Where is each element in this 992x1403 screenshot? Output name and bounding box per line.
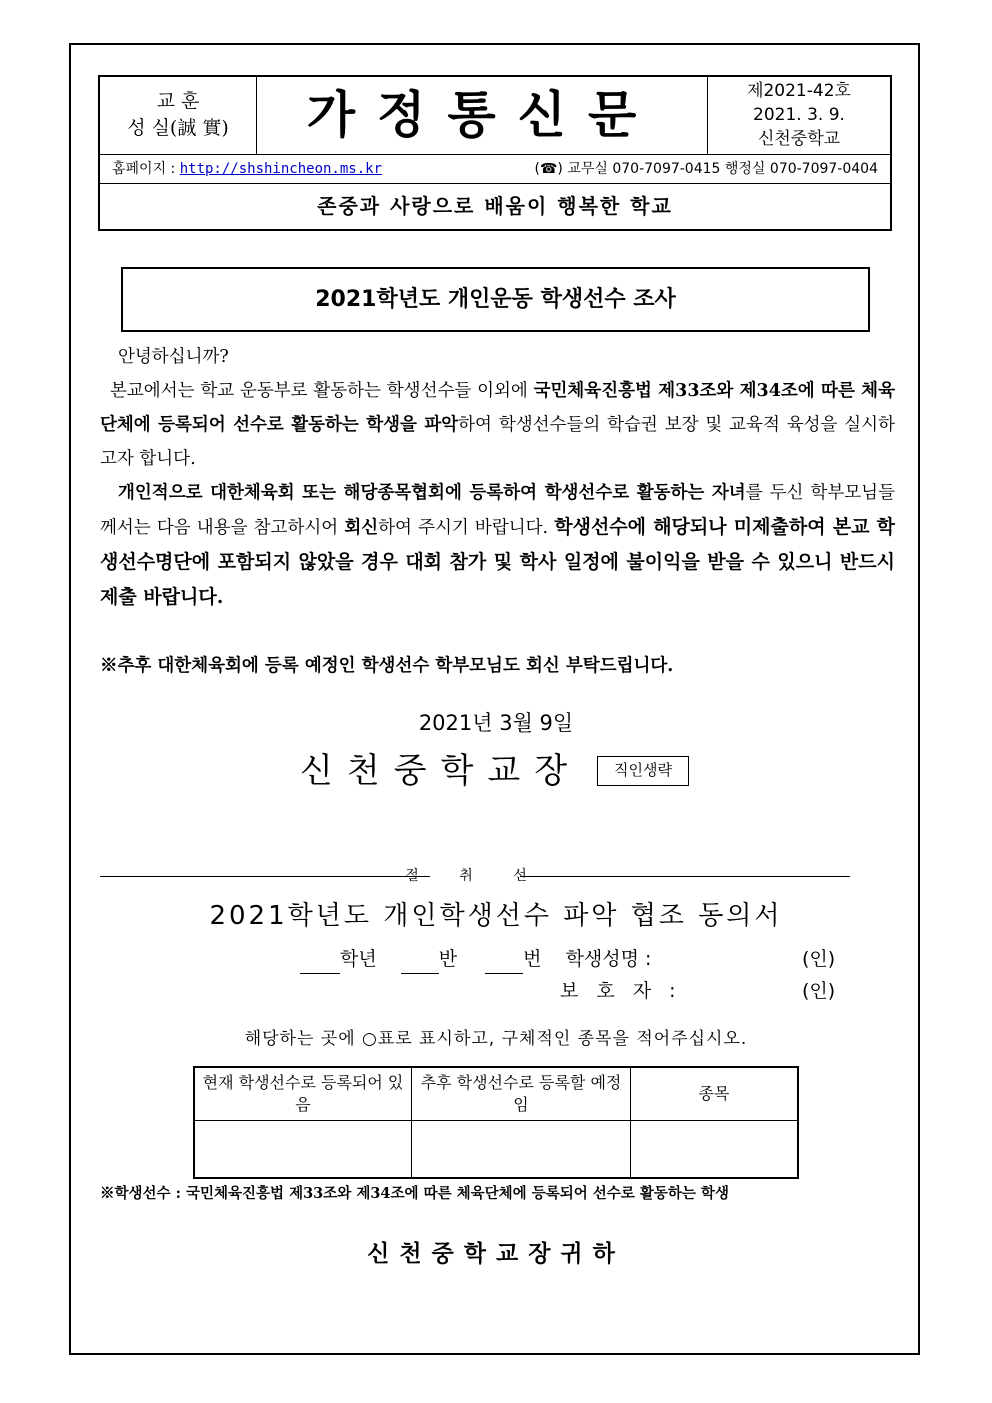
- cut-line-label: 절 취 선: [405, 868, 545, 884]
- header-top-row: [100, 77, 890, 155]
- school-slogan: 존중과 사랑으로 배움이 행복한 학교: [317, 194, 673, 218]
- guardian-seal: (인): [802, 980, 836, 1002]
- notice-note: ※추후 대한체육회에 등록 예정인 학생선수 학부모님도 회신 부탁드립니다.: [100, 656, 674, 676]
- p2-text-d: 하여 주시기 바랍니다.: [378, 518, 555, 538]
- grade-blank[interactable]: [300, 951, 340, 974]
- number-label: 번: [523, 948, 542, 970]
- grade-label: 학년: [340, 948, 377, 970]
- phone-numbers: (☎) 교무실 070-7097-0415 행정실 070-7097-0404: [534, 161, 878, 177]
- p1-text-c: 하여 학생선수들의 학습권 보장 및 교육적 육성을 실시하고자 합니다.: [100, 415, 895, 469]
- newsletter-header: [98, 75, 892, 231]
- col-planned-registration: 추후 학생선수로 등록할 예정임: [412, 1067, 631, 1121]
- number-blank[interactable]: [485, 951, 523, 974]
- notice-date: 2021년 3월 9일: [418, 711, 574, 735]
- class-blank[interactable]: [401, 951, 439, 974]
- p2-reply: 회신: [344, 518, 379, 538]
- notice-body: [100, 340, 895, 683]
- homepage-link[interactable]: http://shshincheon.ms.kr: [179, 161, 383, 177]
- principal-signature: 신천중학교장: [300, 751, 582, 791]
- cell-planned-registration[interactable]: [412, 1121, 631, 1179]
- paragraph-2: [100, 476, 895, 615]
- p2-text-bold: 개인적으로 대한체육회 또는 해당종목협회에 등록하여 학생선수로 활동하는 자녀: [118, 483, 746, 503]
- p1-text-a: 본교에서는 학교 운동부로 활동하는 학생선수들 이외에: [110, 381, 534, 401]
- issue-number: 제2021-42호: [747, 81, 851, 101]
- student-name-label: 학생성명 :: [565, 948, 652, 970]
- cut-line: [100, 864, 850, 888]
- student-info-row: [300, 944, 651, 974]
- col-sport: 종목: [631, 1067, 799, 1121]
- motto-text: 성 실(誠 實): [127, 117, 229, 139]
- motto-label: 교 훈: [156, 90, 200, 112]
- consent-title: 2021학년도 개인학생선수 파악 협조 동의서: [209, 901, 783, 931]
- table-row: [194, 1121, 798, 1179]
- p2-warning: 학생선수에 해당되나 미제출하여 본교 학생선수명단에 포함되지 않았을 경우 대회 참가 및 학사 일정에 불이익을 받을 수 있으니 반드시 제출 바랍니다.: [100, 516, 895, 608]
- registration-table: [193, 1066, 799, 1179]
- notice-title: 2021학년도 개인운동 학생선수 조사: [121, 267, 870, 332]
- cell-current-registered[interactable]: [194, 1121, 412, 1179]
- student-athlete-footnote: ※학생선수 : 국민체육진흥법 제33조와 제34조에 따른 체육단체에 등록되어 선수로 활동하는 학생: [100, 1185, 729, 1202]
- cell-sport[interactable]: [631, 1121, 799, 1179]
- homepage: [112, 155, 382, 183]
- seal-omitted-box: 직인생략: [597, 756, 689, 786]
- greeting: 안녕하십니까?: [118, 347, 229, 367]
- consent-instruction: 해당하는 곳에 ○표로 표시하고, 구체적인 종목을 적어주십시오.: [244, 1029, 748, 1049]
- paragraph-1: [100, 374, 895, 476]
- school-motto: [100, 77, 257, 154]
- issue-date: 2021. 3. 9.: [753, 105, 845, 125]
- col-current-registered: 현재 학생선수로 등록되어 있음: [194, 1067, 412, 1121]
- p2-text-b: 를 두신 학부모님들께서는 다음 내용을 참고하시어: [100, 483, 895, 538]
- guardian-label: 보 호 자 :: [560, 980, 682, 1002]
- newsletter-title: 가정통신문: [306, 86, 659, 144]
- p1-text-bold: 국민체육진흥법 제33조와 제34조에 따른 체육 단체에 등록되어 선수로 활동하는 학생을 파악: [100, 381, 895, 435]
- issue-info: [707, 77, 890, 154]
- class-label: 반: [438, 948, 458, 970]
- table-header-row: [194, 1067, 798, 1121]
- school-name: 신천중학교: [757, 129, 841, 149]
- student-seal: (인): [802, 948, 836, 970]
- addressee: 신천중학교장귀하: [367, 1240, 625, 1267]
- homepage-label: 홈페이지 :: [112, 161, 176, 177]
- contact-row: [100, 155, 890, 184]
- spacer: [100, 615, 895, 649]
